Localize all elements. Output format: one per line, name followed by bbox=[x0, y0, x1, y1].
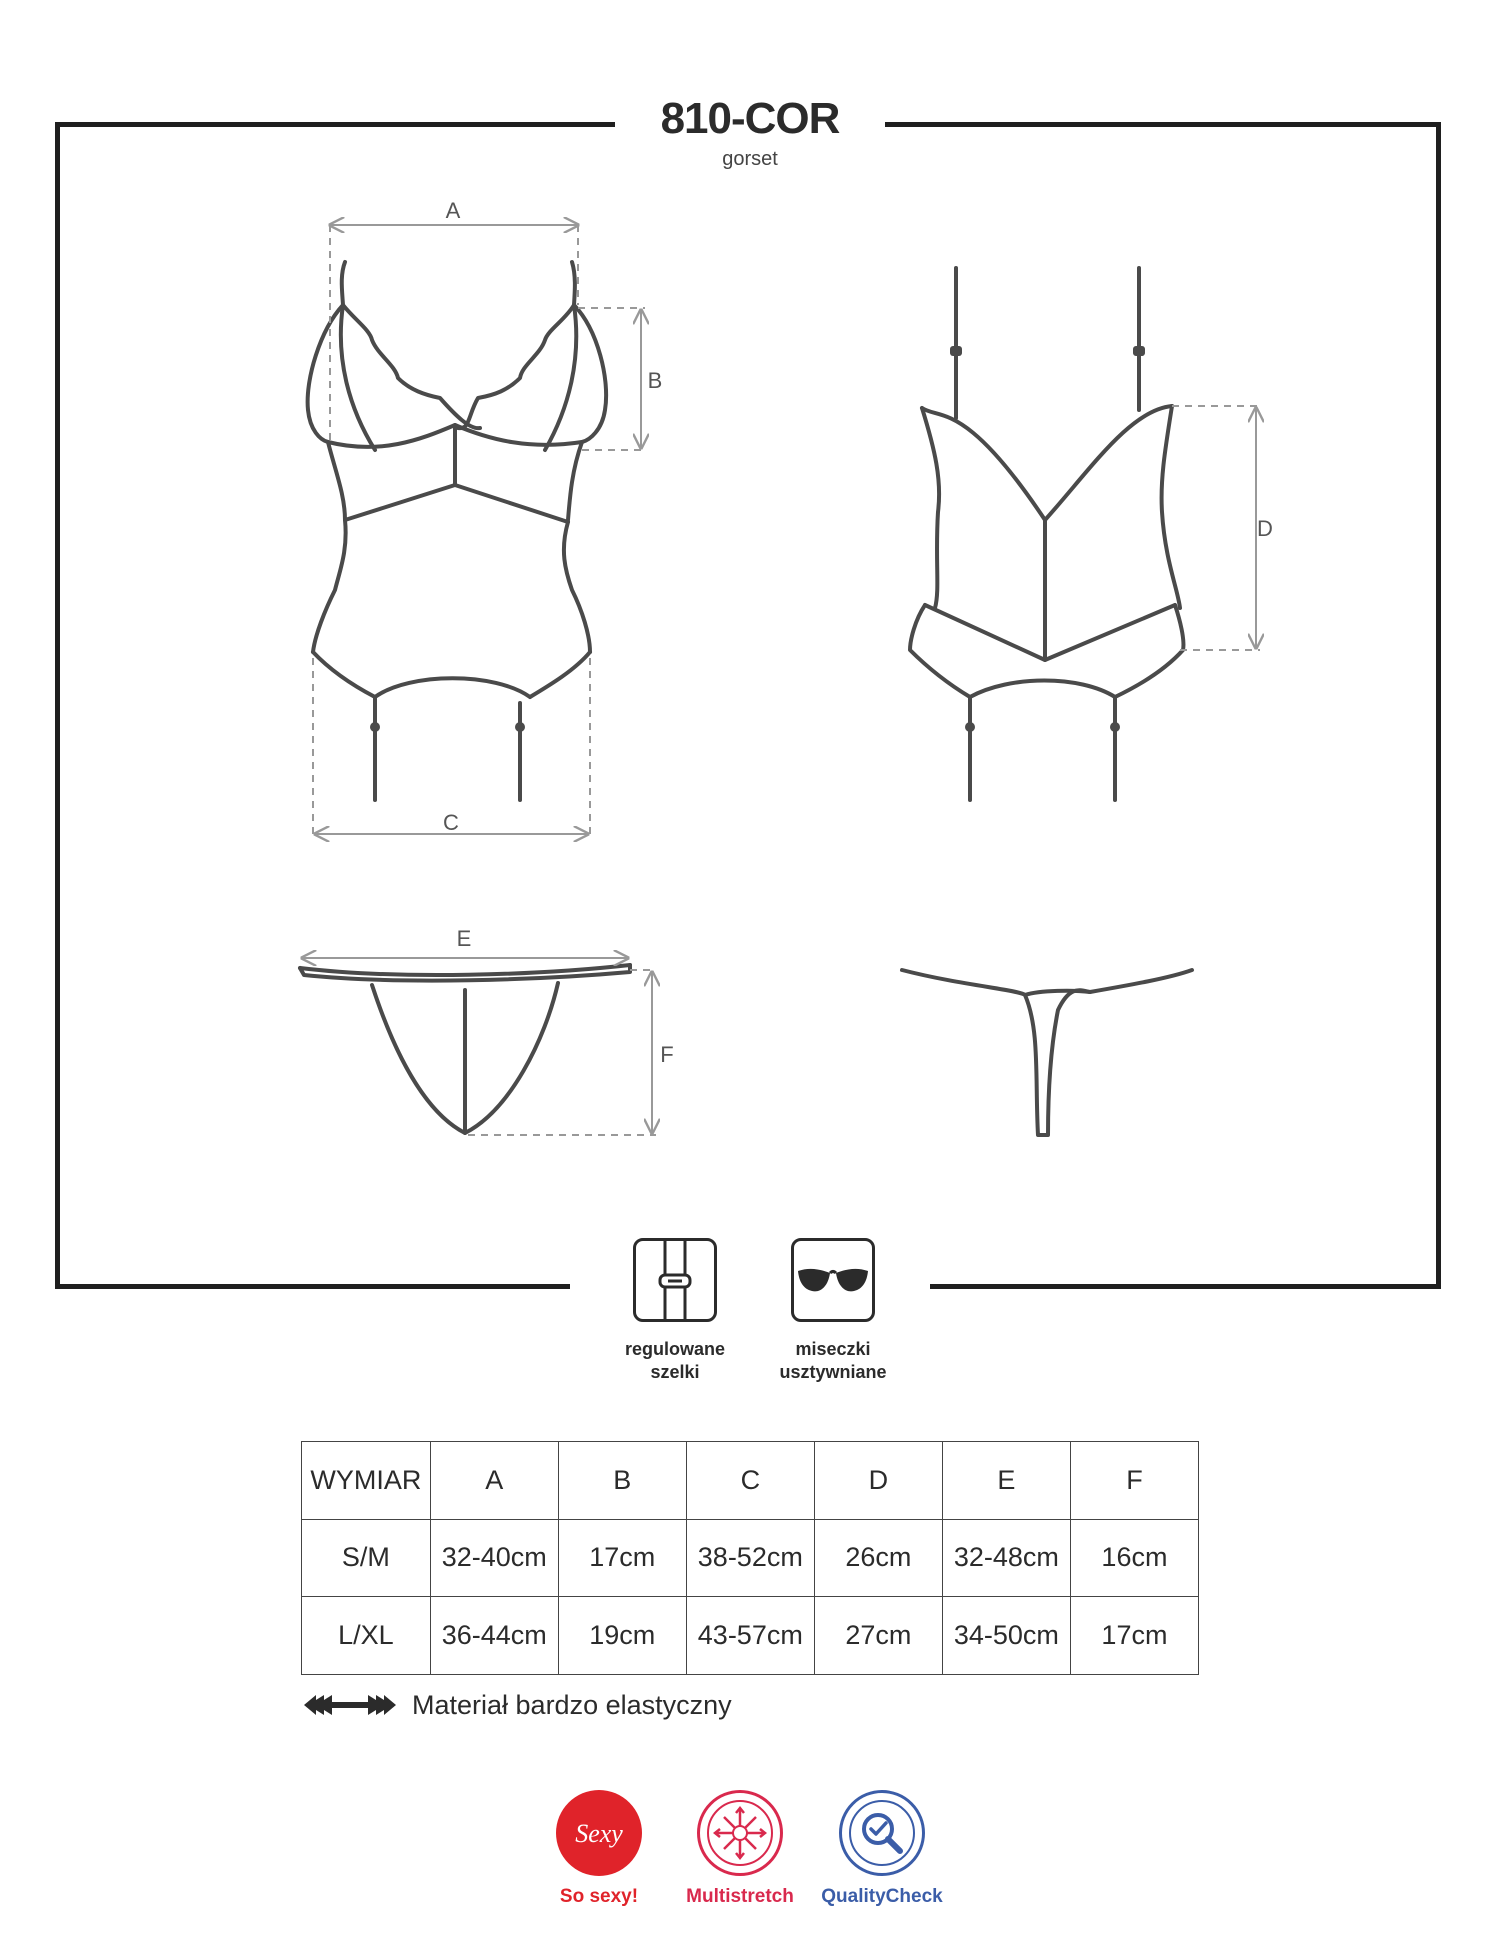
product-type: gorset bbox=[722, 148, 778, 170]
value-cell: 17cm bbox=[558, 1519, 686, 1597]
table-row bbox=[302, 1597, 1199, 1675]
header-cell: D bbox=[814, 1442, 942, 1520]
stretch-arrow-icon bbox=[302, 1692, 398, 1718]
corset-front-drawing bbox=[308, 262, 607, 800]
header-cell: WYMIAR bbox=[302, 1442, 431, 1520]
quality-check-icon bbox=[839, 1790, 925, 1876]
value-cell: 27cm bbox=[814, 1597, 942, 1675]
size-cell: L/XL bbox=[302, 1597, 431, 1675]
thong-back-drawing bbox=[902, 970, 1192, 1135]
padded-cups-label: miseczki usztywniane bbox=[779, 1339, 887, 1382]
sexy-icon bbox=[556, 1790, 642, 1876]
thong-front-drawing bbox=[300, 965, 630, 1133]
svg-text:E: E bbox=[456, 926, 472, 951]
value-cell: 16cm bbox=[1070, 1519, 1198, 1597]
header-cell: A bbox=[430, 1442, 558, 1520]
header-cell: C bbox=[686, 1442, 814, 1520]
adjustable-straps-icon bbox=[633, 1238, 717, 1322]
svg-text:C: C bbox=[443, 810, 459, 835]
multistretch-badge-label: Multistretch bbox=[686, 1886, 794, 1907]
size-table-header bbox=[302, 1442, 1199, 1520]
size-table bbox=[301, 1441, 1199, 1675]
adjustable-straps-label: regulowane szelki bbox=[624, 1339, 726, 1382]
value-cell: 32-40cm bbox=[430, 1519, 558, 1597]
sexy-badge-label: So sexy! bbox=[559, 1886, 639, 1907]
stretch-note bbox=[302, 1688, 732, 1722]
header-cell: F bbox=[1070, 1442, 1198, 1520]
header-cell: E bbox=[942, 1442, 1070, 1520]
stretch-note-text: Materiał bardzo elastyczny bbox=[412, 1689, 732, 1720]
value-cell: 34-50cm bbox=[942, 1597, 1070, 1675]
value-cell: 36-44cm bbox=[430, 1597, 558, 1675]
value-cell: 26cm bbox=[814, 1519, 942, 1597]
svg-text:B: B bbox=[647, 368, 663, 393]
svg-text:A: A bbox=[445, 198, 461, 223]
value-cell: 32-48cm bbox=[942, 1519, 1070, 1597]
size-cell: S/M bbox=[302, 1519, 431, 1597]
svg-text:D: D bbox=[1257, 516, 1273, 541]
value-cell: 19cm bbox=[558, 1597, 686, 1675]
svg-text:F: F bbox=[660, 1042, 674, 1067]
value-cell: 43-57cm bbox=[686, 1597, 814, 1675]
value-cell: 38-52cm bbox=[686, 1519, 814, 1597]
value-cell: 17cm bbox=[1070, 1597, 1198, 1675]
multistretch-icon bbox=[697, 1790, 783, 1876]
table-row bbox=[302, 1519, 1199, 1597]
quality-check-badge-label: QualityCheck bbox=[821, 1886, 943, 1907]
product-code: 810-COR bbox=[660, 94, 840, 143]
header-cell: B bbox=[558, 1442, 686, 1520]
padded-cups-icon bbox=[791, 1238, 875, 1322]
sexy-badge-text: Sexy bbox=[575, 1819, 623, 1848]
